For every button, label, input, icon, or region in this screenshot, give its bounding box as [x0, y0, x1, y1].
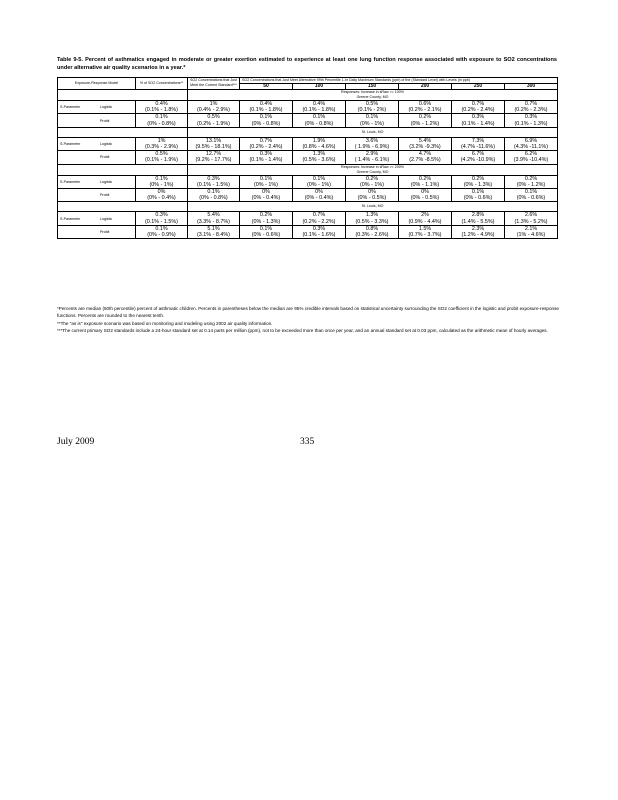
value-cell: 0.1% (0% - 0.8%) [136, 114, 188, 127]
value-cell: 4.7% (2.7% -8.5%) [399, 151, 452, 164]
value-cell: 1.9% (0.8% - 4.6%) [293, 137, 346, 150]
level-header-cell: 300 [505, 84, 558, 90]
value-cell: 2.8% (1.4% - 5.5%) [452, 212, 505, 225]
location-label: Greene County, MO [356, 169, 389, 174]
row-label [58, 225, 136, 238]
group-label [188, 127, 558, 137]
spacer-cell [58, 164, 188, 175]
spacer-cell [58, 127, 188, 137]
scenario-label: Responses: Increase in sRaw >= 100% [341, 90, 404, 94]
value-cell: 0.7% (0.2% - 2.4%) [452, 101, 505, 114]
value-cell: 0.1% (0% - 0.8%) [188, 189, 240, 202]
value-cell: 0.7% (0.2% - 2.2%) [293, 212, 346, 225]
value-cell: 1.3% (0.5% - 3.3%) [346, 212, 399, 225]
value-cell: 0.1% (0% - 1%) [293, 175, 346, 188]
table-row [58, 137, 558, 150]
table-row [58, 175, 558, 188]
row-label [58, 101, 136, 114]
value-cell: 0.1% (0% - 0.8%) [240, 114, 293, 127]
model-label: Logistic [100, 142, 113, 147]
value-cell: 7.3% (4.7% -11.6%) [452, 137, 505, 150]
value-cell: 2.9% ( 1.4% - 6.1%) [346, 151, 399, 164]
level-header-cell: 50 [240, 84, 293, 90]
spacer-cell [58, 90, 188, 101]
param-label: S-Parameter [60, 216, 81, 221]
value-cell: 0.8% (0.3% - 2.6%) [346, 225, 399, 238]
page-number: 335 [300, 437, 315, 447]
value-cell: 1.3% (0.5% - 3.6%) [293, 151, 346, 164]
subheader-row [58, 127, 558, 137]
value-cell: 0% (0% - 0.4%) [136, 189, 188, 202]
row-label [58, 212, 136, 225]
value-cell: 1% (0.4% - 2.9%) [188, 101, 240, 114]
model-label: Probit [100, 193, 110, 198]
table-row [58, 151, 558, 164]
value-cell: 0.1% (0% - 0.6%) [240, 225, 293, 238]
level-header-cell: 200 [399, 84, 452, 90]
current-standard-header: SO2 Concentrations that Just Meet the Current Standard*** [188, 78, 240, 90]
value-cell: 0.7% (0.2% - 2.3%) [505, 101, 558, 114]
value-cell: 0.6% (0.2% - 2.1%) [399, 101, 452, 114]
param-label: S-Parameter [60, 142, 81, 147]
location-label: St. Louis, MO [361, 204, 384, 209]
model-label: Logistic [100, 216, 113, 221]
pct-exceed-header: % of SO2 Concentrations** [136, 78, 188, 90]
value-cell: 0.5% (0.1% - 2%) [346, 101, 399, 114]
value-cell: 2.1% (1% - 4.6%) [505, 225, 558, 238]
table-row [58, 114, 558, 127]
table-caption: Table 9-5. Percent of asthmatics engaged in moderate or greater exertion estimated to experience at least one lung function response associated with exposure to SO2 concentrations under alternative air quality scenarios in a year.* [57, 57, 557, 71]
footnote: **The "as is" exposure scenario was based on monitoring and modeling using 2002 air quality information. [57, 320, 273, 326]
value-cell: 0.3% (0.1% - 1.6%) [293, 225, 346, 238]
level-header-cell: 100 [293, 84, 346, 90]
row-label [58, 114, 136, 127]
value-cell: 0.1% (0% - 0.6%) [452, 189, 505, 202]
value-cell: 0% (0% - 0.5%) [346, 189, 399, 202]
location-label: St. Louis, MO [361, 129, 384, 134]
level-header-cell: 250 [452, 84, 505, 90]
value-cell: 0.2% (0% - 1.2%) [505, 175, 558, 188]
footnotes [57, 305, 562, 335]
spacer-cell [58, 202, 188, 212]
value-cell: 0.7% (0.2% - 2.4%) [240, 137, 293, 150]
level-header-cell: 150 [346, 84, 399, 90]
value-cell: 5.1% (3.1% - 8.4%) [188, 225, 240, 238]
value-cell: 0.3% (0.1% - 1.5%) [188, 175, 240, 188]
value-cell: 0.3% (0.1% - 1.4%) [452, 114, 505, 127]
value-cell: 0.1% (0% - 1%) [346, 114, 399, 127]
scenario-label: Responses: Increase in sRaw >= 200% [341, 164, 404, 169]
value-cell: 0.5% (0.2% - 1.9%) [188, 114, 240, 127]
value-cell: 0.2% (0% - 1.3%) [240, 212, 293, 225]
value-cell: 6.7% (4.2% -10.9%) [452, 151, 505, 164]
value-cell: 0% (0% - 0.4%) [293, 189, 346, 202]
value-cell: 0.3% (0.1% - 1.3%) [505, 114, 558, 127]
results-table [57, 77, 558, 239]
value-cell: 5.4% (3.2% -9.3%) [399, 137, 452, 150]
value-cell: 2.3% (1.2% - 4.9%) [452, 225, 505, 238]
value-cell: 0.1% (0% - 0.8%) [293, 114, 346, 127]
value-cell: 0.3% (0.1% - 1.4%) [240, 151, 293, 164]
value-cell: 0.5% (0.1% - 1.9%) [136, 151, 188, 164]
row-label [58, 151, 136, 164]
value-cell: 12.7% (9.2% - 17.7%) [188, 151, 240, 164]
value-cell: 3.6% ( 1.9% - 6.9%) [346, 137, 399, 150]
table-row [58, 101, 558, 114]
table-row [58, 225, 558, 238]
model-header: Exposure-Response Model [58, 78, 136, 90]
group-label [188, 202, 558, 212]
value-cell: 1.5% (0.7% - 3.7%) [399, 225, 452, 238]
subheader-row [58, 90, 558, 101]
group-label [188, 164, 558, 175]
row-label [58, 137, 136, 150]
table-row [58, 212, 558, 225]
table-row [58, 189, 558, 202]
group-label [188, 90, 558, 101]
value-cell: 0.1% (0% - 1%) [240, 175, 293, 188]
model-label: Probit [100, 230, 110, 235]
model-label: Probit [100, 155, 110, 160]
value-cell: 5.4% (3.3% - 8.7%) [188, 212, 240, 225]
value-cell: 2.6% (1.3% - 5.2%) [505, 212, 558, 225]
param-label: S-Parameter [60, 179, 81, 184]
value-cell: 0.3% (0.1% - 1.5%) [136, 212, 188, 225]
value-cell: 0.2% (0% - 1.2%) [399, 114, 452, 127]
value-cell: 0.2% (0% - 1.3%) [452, 175, 505, 188]
value-cell: 0.4% (0.1% - 1.8%) [240, 101, 293, 114]
value-cell: 0.2% (0% - 1.1%) [399, 175, 452, 188]
subheader-row [58, 202, 558, 212]
value-cell: 0% (0% - 0.4%) [240, 189, 293, 202]
value-cell: 0.2% (0% - 1%) [346, 175, 399, 188]
value-cell: 0.1% (0% - 0.9%) [136, 225, 188, 238]
value-cell: 6.2% (3.9% -10.4%) [505, 151, 558, 164]
value-cell: 0.1% (0% - 1%) [136, 175, 188, 188]
value-cell: 13.1% (9.5% - 18.1%) [188, 137, 240, 150]
param-label: S-Parameter [60, 105, 81, 110]
row-label [58, 175, 136, 188]
value-cell: 0% (0% - 0.5%) [399, 189, 452, 202]
value-cell: 0.4% (0.1% - 1.8%) [136, 101, 188, 114]
footer-date: July 2009 [57, 437, 95, 447]
subheader-row [58, 164, 558, 175]
footnote: *Percents are median (50th percentile) percent of asthmatic children. Percents in parentheses below the median are 95% credible intervals based on statistical uncertainty surrounding the SO2 coefficient in the logistic and probit exposure-response functions. Percents are rounded to the nearest tenth. [57, 306, 559, 319]
footnote: ***The current primary SO2 standards include a 24-hour standard set at 0.14 parts per million (ppm), not to be exceeded more than once per year, and an annual standard set at 0.03 ppm, calculated as the arithmetic mean of hourly averages. [57, 328, 548, 334]
model-label: Probit [100, 118, 110, 123]
value-cell: 1% (0.3% - 2.9%) [136, 137, 188, 150]
value-cell: 0.1% (0% - 0.6%) [505, 189, 558, 202]
value-cell: 6.9% (4.3% -11.1%) [505, 137, 558, 150]
row-label [58, 189, 136, 202]
location-label: Greene County, MO [356, 95, 389, 99]
value-cell: 2% (0.9% - 4.4%) [399, 212, 452, 225]
model-label: Logistic [100, 105, 113, 110]
model-label: Logistic [100, 179, 113, 184]
alternative-standard-header: SO2 Concentrations that Just Meet Alternative 99th Percentile 1-hr Daily Maximum Standards (ppb) of the (Standard Level) with Levels (in ppb) [240, 78, 558, 84]
value-cell: 0.4% (0.1% - 1.8%) [293, 101, 346, 114]
